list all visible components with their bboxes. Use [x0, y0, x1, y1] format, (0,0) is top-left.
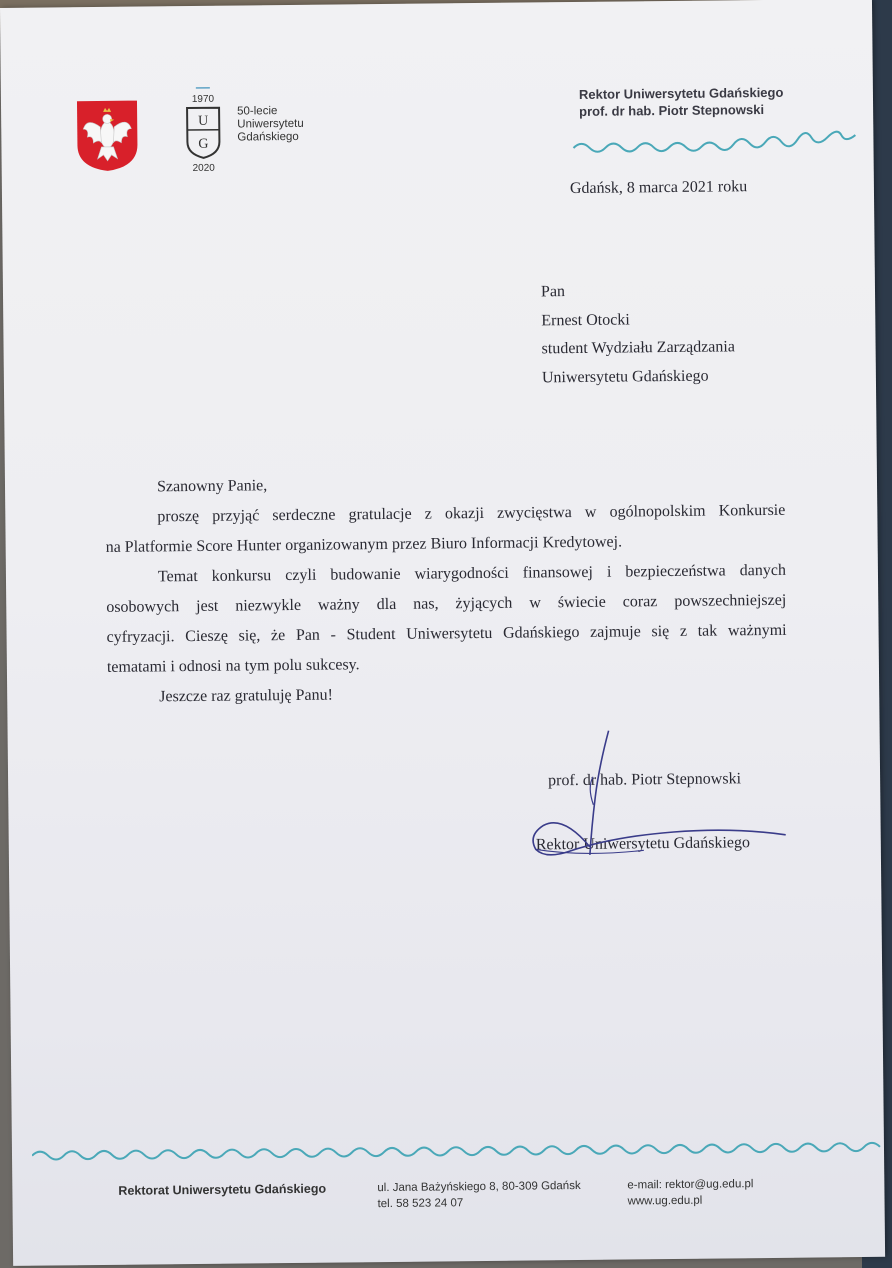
recipient-line: student Wydziału Zarządzania [541, 338, 736, 358]
letterhead-line: Rektor Uniwersytetu Gdańskiego [578, 84, 784, 102]
footer-email: e-mail: rektor@ug.edu.pl [627, 1178, 754, 1192]
signatory-role: Rektor Uniwersytetu Gdańskiego [535, 834, 751, 854]
footer-phone: tel. 58 523 24 07 [377, 1197, 464, 1211]
letterhead-line: prof. dr hab. Piotr Stepnowski [579, 102, 765, 119]
polish-eagle-emblem-icon [75, 99, 140, 174]
body-line: cyfryzacji. Cieszę się, że Pan - Student Uniwersytetu Gdańskiego zajmuje się z tak ważnymi [106, 621, 787, 646]
recipient-block [541, 276, 736, 392]
footer-web: www.ug.edu.pl [627, 1194, 703, 1208]
recipient-line: Ernest Otocki [541, 310, 630, 329]
logo-year-end: 2020 [192, 162, 215, 174]
body-line: proszę przyjąć serdeczne gratulacje z okazji zwycięstwa w ogólnopolskim Konkursie [157, 501, 786, 526]
recipient-line: Uniwersytetu Gdańskiego [541, 367, 709, 386]
handwritten-signature [523, 725, 805, 878]
footer-contact [627, 1176, 753, 1209]
recipient-line: Pan [540, 283, 566, 301]
body-line: osobowych jest niezwykle ważny dla nas, żyjących w świecie coraz powszechniejszej [106, 591, 787, 616]
footer-org: Rektorat Uniwersytetu Gdańskiego [118, 1181, 327, 1198]
jubilee-line: 50-lecie [237, 105, 278, 118]
decorative-wave-top [571, 129, 856, 156]
body-line: na Platformie Score Hunter organizowanym przez Biuro Informacji Kredytowej. [105, 533, 623, 556]
letter-date: Gdańsk, 8 marca 2021 roku [569, 178, 748, 198]
ug-anniversary-logo-icon [181, 86, 226, 174]
jubilee-line: Uniwersytetu [237, 117, 304, 131]
logo-shield-u: U [198, 113, 209, 129]
decorative-wave-bottom [32, 1133, 884, 1168]
logo-year-start: 1970 [191, 93, 215, 105]
body-line: Temat konkursu czyli budowanie wiarygodności finansowej i bezpieczeństwa danych [157, 561, 787, 586]
closing: Jeszcze raz gratuluję Panu! [159, 686, 333, 706]
logo-shield-g: G [198, 136, 209, 152]
letterhead-title [579, 84, 784, 120]
body-line: tematami i odnosi na tym polu sukcesy. [106, 656, 360, 676]
jubilee-text [237, 105, 304, 145]
footer-street: ul. Jana Bażyńskiego 8, 80-309 Gdańsk [377, 1179, 581, 1195]
salutation: Szanowny Panie, [156, 477, 268, 496]
letter-body [105, 466, 787, 713]
jubilee-line: Gdańskiego [237, 130, 299, 144]
footer-address [377, 1178, 581, 1212]
signatory-name: prof. dr hab. Piotr Stepnowski [548, 770, 742, 790]
